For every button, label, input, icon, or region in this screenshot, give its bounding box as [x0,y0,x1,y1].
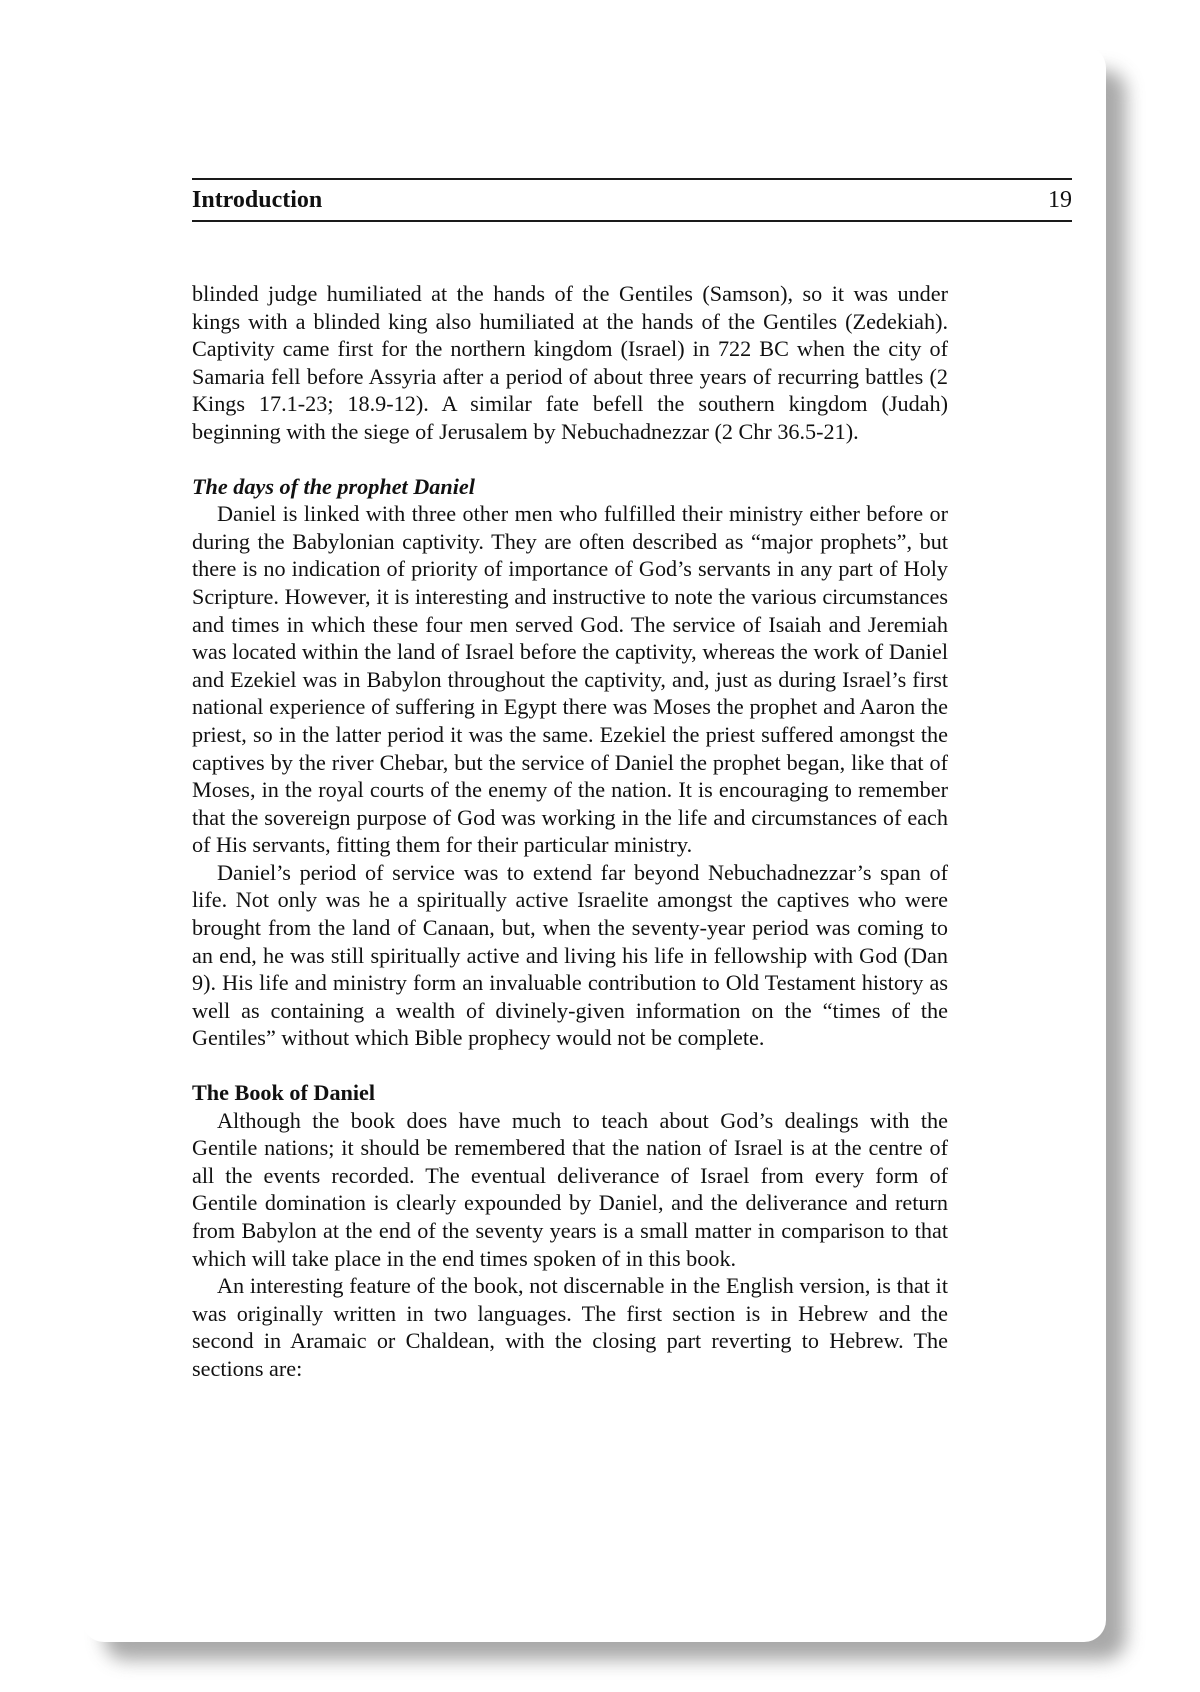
section-heading-days-of-daniel: The days of the prophet Daniel [192,473,475,499]
chapter-title: Introduction [192,186,323,213]
paragraph: Daniel’s period of service was to extend far beyond Nebuchadnezzar’s span of life. Not only was he a spiritually active Israelite amongst the captives who were brought from the land of Canaan, but, when the seventy-year period was coming to an end, he was still spiritually active and living his life in fellowship with God (Dan 9). His life and ministry form an invaluable contribution to Old Testament history as well as containing a wealth of divinely-given information on the “times of the Gentiles” without which Bible prophecy would not be complete. [192,859,948,1051]
body-text [192,280,948,1383]
paragraph: An interesting feature of the book, not discernable in the English version, is that it was originally written in two languages. The first section is in Hebrew and the second in Aramaic or Chaldean, with the closing part reverting to Hebrew. The sections are: [192,1273,948,1381]
document-page [82,46,1106,1642]
paragraph: Daniel is linked with three other men who fulfilled their ministry either before or during the Babylonian captivity. They are often described as “major prophets”, but there is no indication of priority of importance of God’s servants in any part of Holy Scripture. However, it is interesting and instructive to note the various circumstances and times in which these four men served God. The service of Isaiah and Jeremiah was located within the land of Israel before the captivity, whereas the work of Daniel and Ezekiel was in Babylon throughout the captivity, and, just as during Israel’s first national experience of suffering in Egypt there was Moses the prophet and Aaron the priest, so in the latter period it was the same. Ezekiel the priest suffered amongst the captives by the river Chebar, but the service of Daniel the prophet began, like that of Moses, in the royal courts of the enemy of the nation. It is encouraging to remember that the sovereign purpose of God was working in the life and circumstances of each of His servants, fitting them for their particular ministry. [192,501,948,858]
page-number: 19 [1048,186,1072,213]
intro-paragraph: blinded judge humiliated at the hands of the Gentiles (Samson), so it was under kings with a blinded king also humiliated at the hands of the Gentiles (Zedekiah). Captivity came first for the northern kingdom (Israel) in 722 BC when the city of Samaria fell before Assyria after a period of about three years of recurring battles (2 Kings 17.1-23; 18.9-12). A similar fate befell the southern kingdom (Judah) beginning with the siege of Jerusalem by Nebuchadnezzar (2 Chr 36.5-21). [192,281,948,444]
running-header [192,178,1072,222]
section-heading-book-of-daniel: The Book of Daniel [192,1080,376,1106]
paragraph: Although the book does have much to teach about God’s dealings with the Gentile nations; it should be remembered that the nation of Israel is at the centre of all the events recorded. The eventual deliverance of Israel from every form of Gentile domination is clearly expounded by Daniel, and the deliverance and return from Babylon at the end of the seventy years is a small matter in comparison to that which will take place in the end times spoken of in this book. [192,1107,948,1271]
